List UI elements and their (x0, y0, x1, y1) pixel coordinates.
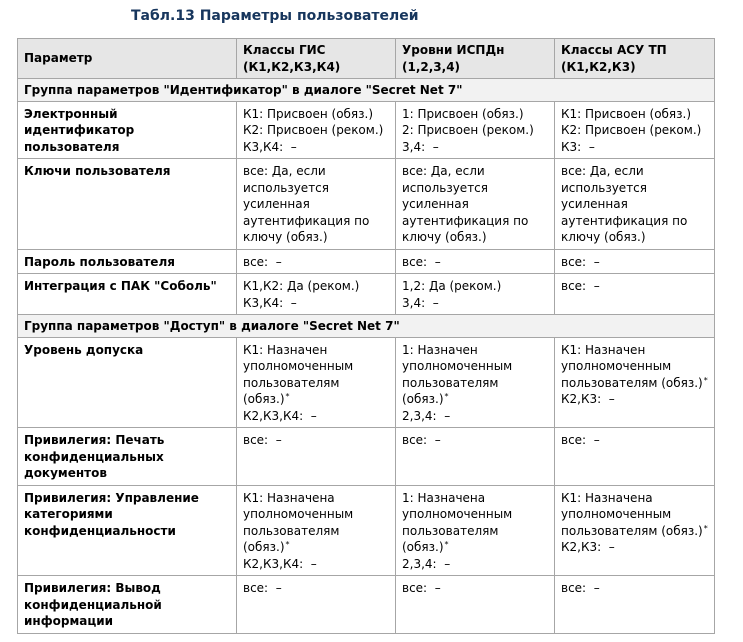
footnote-marker: * (444, 392, 449, 401)
gis-class-cell (237, 249, 396, 274)
cell-line: усиленная (561, 197, 628, 211)
cell-line: К3,К4: – (243, 139, 297, 154)
cell-line: документов (24, 466, 107, 480)
cell-line: уполномоченным (243, 359, 354, 373)
cell-line: ключу (обяз.) (243, 230, 328, 244)
cell-line: все: – (561, 279, 600, 293)
column-header (237, 39, 396, 79)
cell-line: все: Да, если (243, 164, 326, 178)
cell-line: Ключи пользователя (24, 164, 171, 178)
cell-line: К1: Назначена (243, 490, 335, 505)
table-body (18, 39, 715, 634)
gis-class-cell (237, 428, 396, 486)
cell-line: уполномоченным (402, 359, 513, 373)
ispdn-level-cell (396, 274, 555, 315)
footnote-marker: * (703, 375, 708, 385)
asu-tp-class-cell (555, 249, 715, 274)
cell-line: К1: Назначена (561, 490, 653, 505)
cell-text: пользователям (обяз.) (243, 375, 344, 406)
cell-line: 2: Присвоен (реком.) (402, 123, 534, 137)
ispdn-level-cell (396, 159, 555, 250)
cell-line (243, 375, 389, 408)
asu-tp-class-cell (555, 337, 715, 428)
cell-line: (1,2,3,4) (402, 59, 461, 74)
cell-line: К3: – (561, 139, 595, 154)
cell-line: 3,4: – (402, 139, 439, 154)
cell-line: используется (243, 180, 329, 195)
cell-line: К1,К2: Да (реком.) (243, 279, 360, 293)
cell-text: пользователям (обяз.) (402, 375, 503, 406)
cell-line: идентификатор (24, 123, 135, 137)
asu-tp-class-cell (555, 274, 715, 315)
cell-line (243, 523, 389, 556)
group-title: Группа параметров "Доступ" в диалоге "Secret Net 7" (18, 315, 715, 338)
cell-line (561, 375, 708, 392)
ispdn-level-cell (396, 101, 555, 159)
cell-line: К2,К3,К4: – (243, 408, 317, 423)
cell-line: ключу (обяз.) (402, 230, 487, 244)
parameters-table (17, 38, 715, 634)
cell-line: К2: Присвоен (реком.) (561, 123, 702, 137)
asu-tp-class-cell (555, 485, 715, 576)
parameter-name (18, 337, 237, 428)
footnote-marker: * (285, 392, 290, 401)
cell-line: К3,К4: – (243, 295, 297, 310)
table-row (18, 249, 715, 274)
parameter-name (18, 485, 237, 576)
cell-line: информации (24, 614, 114, 628)
cell-line: ключу (обяз.) (561, 230, 646, 244)
cell-line: пользователя (24, 139, 120, 154)
cell-line: уполномоченным (402, 507, 513, 521)
ispdn-level-cell (396, 485, 555, 576)
cell-line: аутентификация по (402, 213, 529, 228)
cell-line: все: Да, если (561, 164, 644, 178)
gis-class-cell (237, 576, 396, 634)
table-row (18, 101, 715, 159)
cell-line: все: – (243, 581, 282, 595)
cell-line: К1: Присвоен (обяз.) (561, 106, 692, 121)
cell-line (402, 375, 548, 408)
cell-line: уполномоченным (561, 507, 672, 521)
gis-class-cell (237, 337, 396, 428)
cell-line: используется (561, 180, 647, 195)
cell-text: пользователям (обяз.) (243, 523, 344, 554)
gis-class-cell (237, 485, 396, 576)
cell-text: пользователям (обяз.) (402, 523, 503, 554)
cell-line: уполномоченным (561, 359, 672, 373)
group-row (18, 315, 715, 338)
cell-line: Параметр (24, 51, 93, 66)
cell-line: К1: Назначен (561, 342, 646, 357)
parameter-name (18, 249, 237, 274)
gis-class-cell (237, 159, 396, 250)
cell-line: все: – (243, 254, 282, 269)
table-row (18, 274, 715, 315)
asu-tp-class-cell (555, 159, 715, 250)
column-header (396, 39, 555, 79)
cell-line: Электронный (24, 106, 118, 121)
cell-line: все: – (243, 433, 282, 447)
group-row (18, 79, 715, 102)
cell-line: Интеграция с ПАК "Соболь" (24, 279, 217, 293)
footnote-marker: * (285, 540, 290, 549)
cell-line: 1,2: Да (реком.) (402, 279, 502, 293)
gis-class-cell (237, 101, 396, 159)
cell-line: 1: Назначен (402, 342, 478, 357)
table-row (18, 428, 715, 486)
cell-line: все: – (402, 433, 441, 447)
cell-line: 1: Назначена (402, 490, 486, 505)
cell-line: 1: Присвоен (обяз.) (402, 106, 524, 121)
column-header (555, 39, 715, 79)
parameter-name (18, 274, 237, 315)
cell-line: все: – (561, 581, 600, 595)
cell-line: все: – (561, 254, 600, 269)
footnote-marker: * (703, 523, 708, 533)
cell-line: 2,3,4: – (402, 408, 451, 423)
table-row (18, 337, 715, 428)
cell-line: К2,К3: – (561, 392, 615, 406)
cell-line: все: Да, если (402, 164, 485, 178)
table-caption: Табл.13 Параметры пользователей (131, 8, 419, 24)
footnote-marker: * (444, 540, 449, 549)
cell-line: используется (402, 180, 488, 195)
cell-line: К2: Присвоен (реком.) (243, 123, 384, 137)
cell-line: все: – (561, 433, 600, 447)
cell-line: К2,К3,К4: – (243, 556, 317, 571)
ispdn-level-cell (396, 337, 555, 428)
group-title: Группа параметров "Идентификатор" в диалоге "Secret Net 7" (18, 79, 715, 102)
table-row (18, 576, 715, 634)
cell-line (402, 523, 548, 556)
cell-line: 3,4: – (402, 295, 439, 310)
cell-line: К1: Назначен (243, 342, 328, 357)
cell-line: (К1,К2,К3,К4) (243, 59, 341, 74)
cell-line: (К1,К2,К3) (561, 59, 636, 74)
cell-line: 2,3,4: – (402, 556, 451, 571)
asu-tp-class-cell (555, 101, 715, 159)
ispdn-level-cell (396, 428, 555, 486)
cell-line: аутентификация по (561, 213, 688, 228)
table-row (18, 485, 715, 576)
cell-line: Привилегия: Печать (24, 433, 165, 447)
asu-tp-class-cell (555, 428, 715, 486)
gis-class-cell (237, 274, 396, 315)
asu-tp-class-cell (555, 576, 715, 634)
cell-line: усиленная (402, 197, 469, 211)
column-header (18, 39, 237, 79)
parameter-name (18, 576, 237, 634)
cell-line: конфиденциальных (24, 449, 164, 464)
cell-line: конфиденциальности (24, 523, 176, 538)
parameter-name (18, 101, 237, 159)
ispdn-level-cell (396, 249, 555, 274)
cell-line: все: – (402, 581, 441, 595)
cell-line: Классы АСУ ТП (561, 43, 667, 57)
parameter-name (18, 159, 237, 250)
cell-line: Классы ГИС (243, 43, 326, 57)
cell-line: усиленная (243, 197, 310, 211)
cell-line: уполномоченным (243, 507, 354, 521)
ispdn-level-cell (396, 576, 555, 634)
parameter-name (18, 428, 237, 486)
header-row (18, 39, 715, 79)
cell-text: пользователям (обяз.) (561, 375, 703, 390)
cell-line (561, 523, 708, 540)
cell-line: Уровни ИСПДн (402, 43, 505, 57)
cell-line: Привилегия: Вывод (24, 581, 161, 595)
cell-line: Привилегия: Управление (24, 490, 199, 505)
table-row (18, 159, 715, 250)
cell-line: К1: Присвоен (обяз.) (243, 106, 374, 121)
cell-line: категориями (24, 507, 113, 521)
cell-line: К2,К3: – (561, 540, 615, 554)
cell-line: все: – (402, 254, 441, 269)
cell-line: аутентификация по (243, 213, 370, 228)
cell-line: Уровень допуска (24, 342, 144, 357)
cell-text: пользователям (обяз.) (561, 523, 703, 538)
cell-line: конфиденциальной (24, 597, 162, 612)
cell-line: Пароль пользователя (24, 254, 175, 269)
